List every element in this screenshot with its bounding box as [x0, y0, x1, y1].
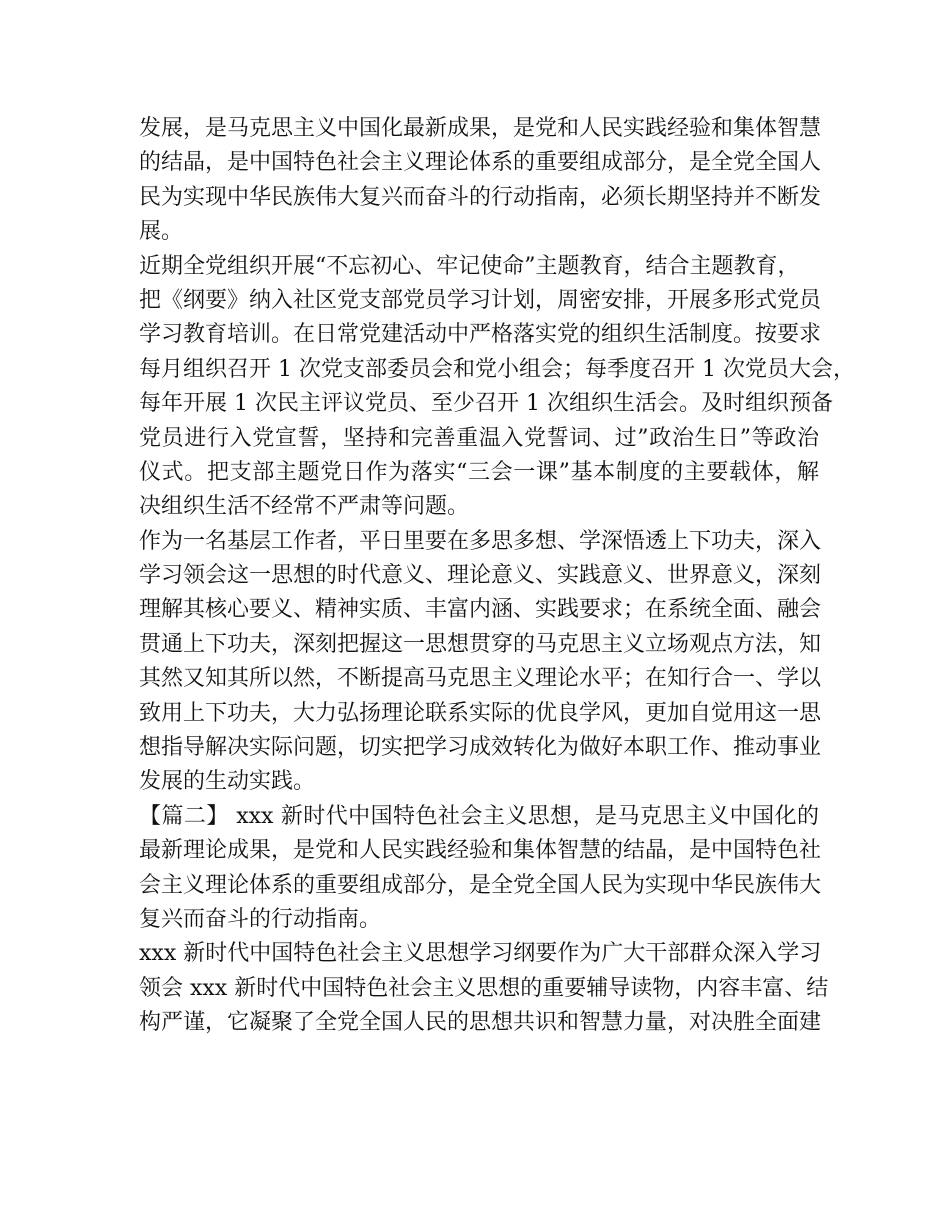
text-line: 每年开展 1 次民主评议党员、至少召开 1 次组织生活会。及时组织预备 — [139, 391, 833, 417]
text-line: 其然又知其所以然，不断提高马克思主义理论水平；在知行合一、学以 — [139, 666, 822, 692]
text-line: 近期全党组织开展“不忘初心、牢记使命”主题教育，结合主题教育， — [139, 253, 800, 279]
text-line: 每月组织召开 1 次党支部委员会和党小组会；每季度召开 1 次党员大会， — [139, 356, 855, 382]
text-line: 发展的生动实践。 — [139, 769, 316, 795]
text-line: 贯通上下功夫，深刻把握这一思想贯穿的马克思主义立场观点方法，知 — [139, 631, 822, 657]
text-line: 学习领会这一思想的时代意义、理论意义、实践意义、世界意义，深刻 — [139, 563, 822, 589]
text-line: 的结晶，是中国特色社会主义理论体系的重要组成部分，是全党全国人 — [139, 150, 822, 176]
text-line: 想指导解决实际问题，切实把学习成效转化为做好本职工作、推动事业 — [139, 735, 822, 761]
text-line: 致用上下功夫，大力弘扬理论联系实际的优良学风，更加自觉用这一思 — [139, 700, 822, 726]
text-line: 复兴而奋斗的行动指南。 — [139, 906, 382, 932]
text-line: 党员进行入党宣誓，坚持和完善重温入党誓词、过”政治生日”等政治 — [139, 425, 819, 451]
text-line: 发展，是马克思主义中国化最新成果，是党和人民实践经验和集体智慧 — [139, 116, 822, 141]
text-line: 会主义理论体系的重要组成部分，是全党全国人民为实现中华民族伟大 — [139, 872, 822, 898]
text-line: 民为实现中华民族伟大复兴而奋斗的行动指南，必须长期坚持并不断发 — [139, 184, 822, 210]
text-line: 仪式。把支部主题党日作为落实“三会一课”基本制度的主要载体，解 — [139, 459, 819, 485]
text-line: 决组织生活不经常不严肃等问题。 — [139, 494, 470, 520]
text-line: 理解其核心要义、精神实质、丰富内涵、实践要求；在系统全面、融会 — [139, 597, 822, 623]
text-line: 展。 — [139, 219, 184, 245]
text-line: 最新理论成果，是党和人民实践经验和集体智慧的结晶，是中国特色社 — [139, 838, 822, 864]
text-line: 【篇二】 xxx 新时代中国特色社会主义思想，是马克思主义中国化的 — [139, 803, 819, 829]
document-body — [139, 112, 855, 1041]
text-line: 学习教育培训。在日常党建活动中严格落实党的组织生活制度。按要求 — [139, 322, 822, 348]
text-line: xxx 新时代中国特色社会主义思想学习纲要作为广大干部群众深入学习 — [139, 941, 822, 967]
text-line: 领会 xxx 新时代中国特色社会主义思想的重要辅导读物，内容丰富、结 — [139, 975, 829, 1001]
text-line: 把《纲要》纳入社区党支部党员学习计划，周密安排，开展多形式党员 — [139, 287, 822, 313]
text-line: 作为一名基层工作者，平日里要在多思多想、学深悟透上下功夫，深入 — [139, 528, 822, 554]
text-line: 构严谨，它凝聚了全党全国人民的思想共识和智慧力量，对决胜全面建 — [139, 1010, 822, 1036]
